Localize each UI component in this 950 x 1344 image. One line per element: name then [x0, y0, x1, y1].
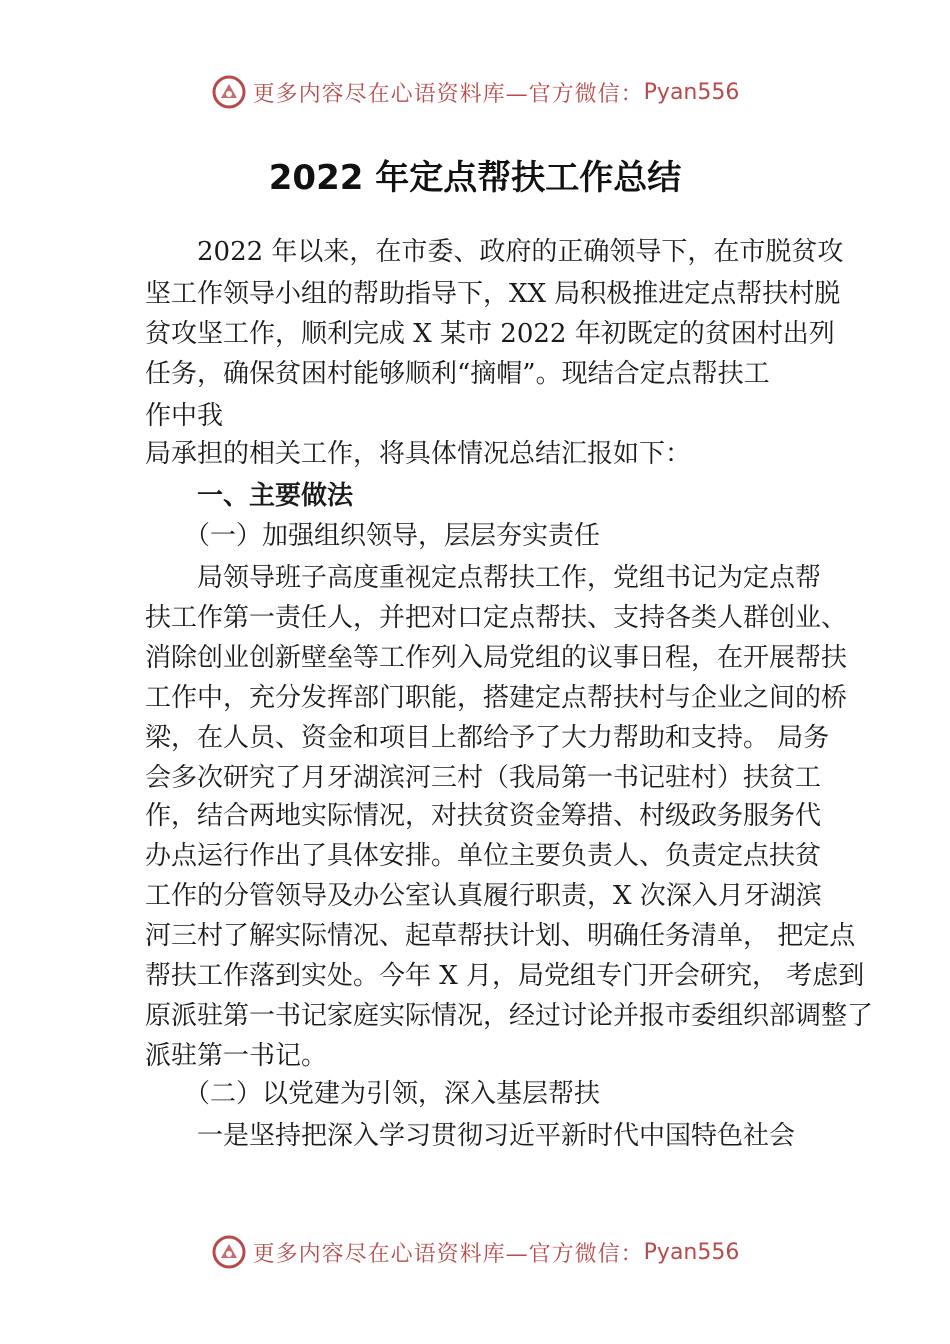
body-line: 作中我 — [145, 401, 224, 431]
body-line: 工作中，充分发挥部门职能，搭建定点帮扶村与企业之间的桥 — [145, 683, 848, 713]
body-line: 2022 年以来，在市委、政府的正确领导下，在市脱贫攻 — [145, 237, 844, 267]
body-line: 扶工作第一责任人，并把对口定点帮扶、支持各类人群创业、 — [145, 603, 848, 633]
body-line: 工作的分管领导及办公室认真履行职责，X 次深入月牙湖滨 — [145, 881, 822, 911]
body-line: 局承担的相关工作，将具体情况总结汇报如下： — [145, 439, 692, 469]
watermark-handle: Pyan556 — [643, 1239, 740, 1265]
watermark-text: 更多内容尽在心语资料库—官方微信： — [252, 1241, 644, 1267]
section-heading: 一、主要做法 — [145, 481, 354, 511]
body-line: 会多次研究了月牙湖滨河三村（我局第一书记驻村）扶贫工 — [145, 763, 822, 793]
watermark-header — [0, 70, 950, 114]
body-line: 梁，在人员、资金和项目上都给予了大力帮助和支持。 局务 — [145, 723, 830, 753]
body-line: 消除创业创新壁垒等工作列入局党组的议事日程，在开展帮扶 — [145, 643, 848, 673]
body-line: 局领导班子高度重视定点帮扶工作，党组书记为定点帮 — [145, 563, 822, 593]
logo-icon — [211, 1234, 247, 1270]
body-line: 贫攻坚工作，顺利完成 X 某市 2022 年初既定的贫困村出列 — [145, 319, 835, 349]
body-line: 帮扶工作落到实处。今年 X 月，局党组专门开会研究， 考虑到 — [145, 961, 865, 991]
watermark-footer — [0, 1230, 950, 1274]
body-line: 一是坚持把深入学习贯彻习近平新时代中国特色社会 — [145, 1121, 796, 1151]
body-line: 派驻第一书记。 — [145, 1041, 328, 1071]
document-title: 2022 年定点帮扶工作总结 — [268, 158, 682, 198]
body-line: 办点运行作出了具体安排。单位主要负责人、负责定点扶贫 — [145, 841, 822, 871]
body-line: 河三村了解实际情况、起草帮扶计划、明确任务清单， 把定点 — [145, 921, 856, 951]
body-line: 任务，确保贫困村能够顺利“摘帽”。现结合定点帮扶工 — [145, 359, 770, 389]
logo-icon — [211, 74, 247, 110]
subsection-heading: （一）加强组织领导，层层夯实责任 — [145, 521, 601, 551]
watermark-text: 更多内容尽在心语资料库—官方微信： — [252, 81, 644, 107]
watermark-handle: Pyan556 — [643, 79, 740, 105]
body-line: 原派驻第一书记家庭实际情况，经过讨论并报市委组织部调整了 — [145, 1001, 874, 1031]
body-line: 作，结合两地实际情况，对扶贫资金筹措、村级政务服务代 — [145, 801, 822, 831]
subsection-heading: （二）以党建为引领，深入基层帮扶 — [145, 1079, 601, 1109]
body-line: 坚工作领导小组的帮助指导下，XX 局积极推进定点帮扶村脱 — [145, 279, 841, 309]
